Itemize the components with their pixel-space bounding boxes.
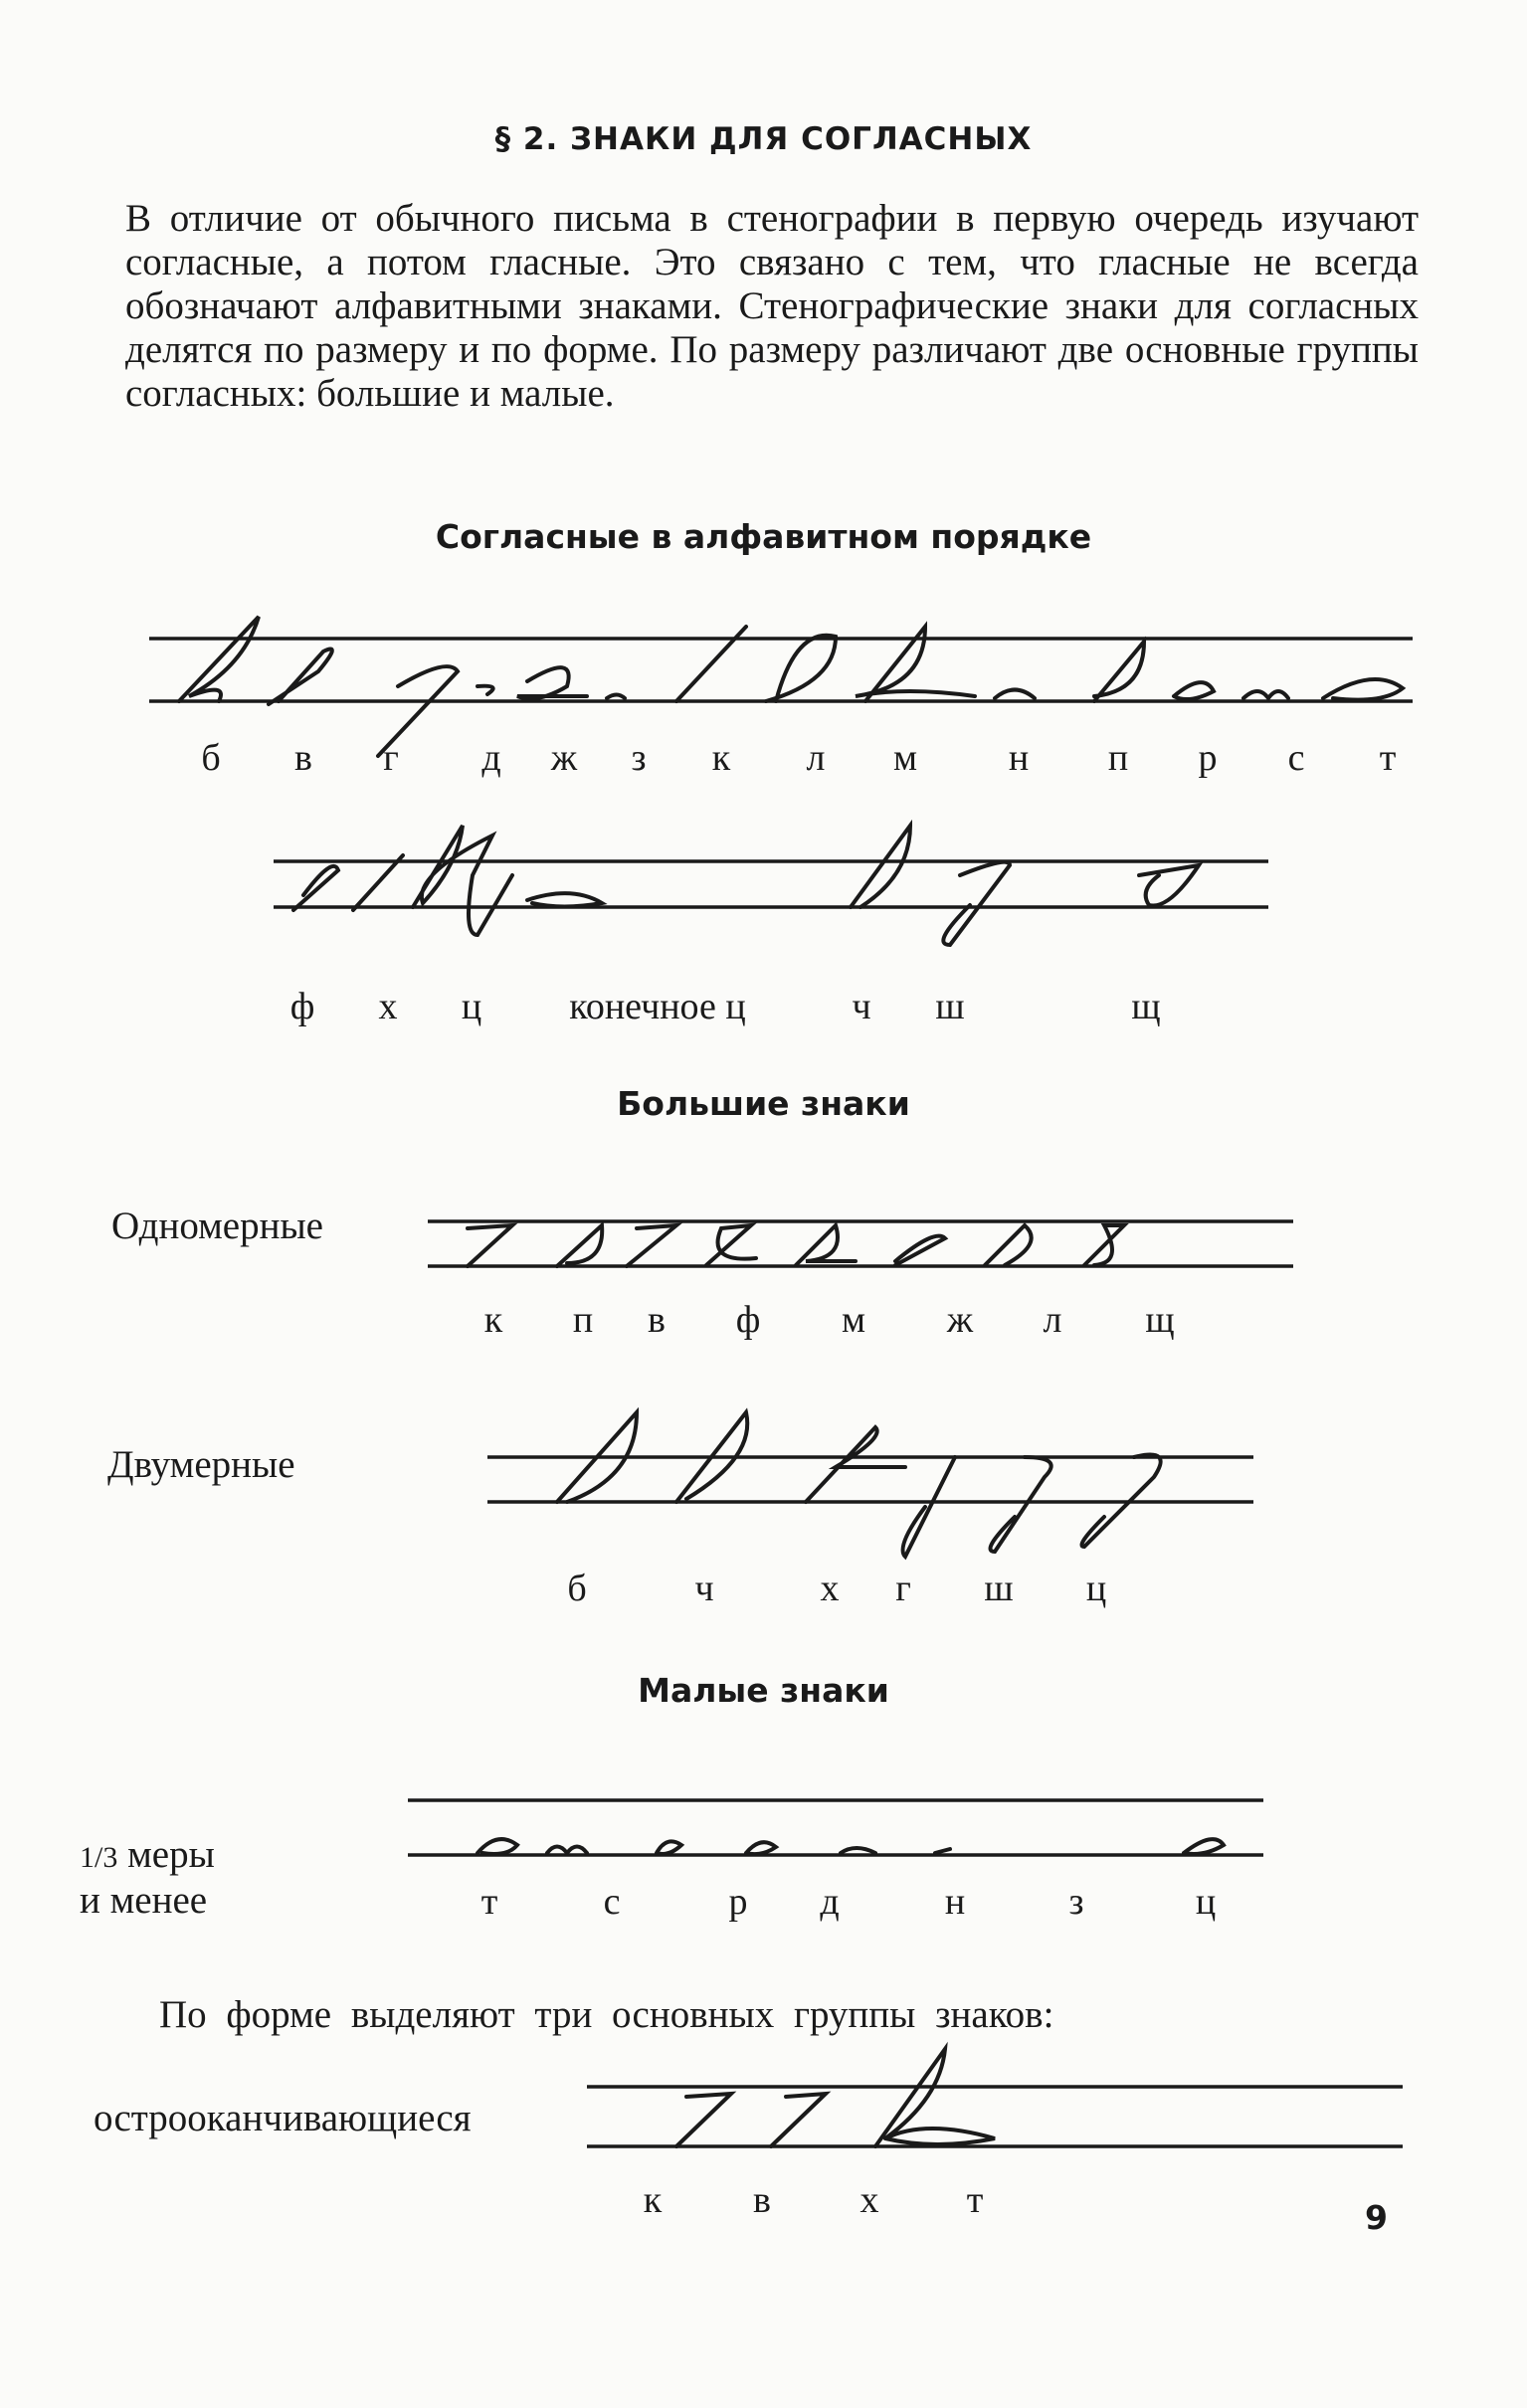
letter: ц (1085, 1568, 1107, 1609)
intro-paragraph: В отличие от обычного письма в стенографии в первую очередь изучают согласные, а потом гласные. Это связано с тем, что гласные не всегда обозначают алфавитными знаками. Стенографические знаки для согласных делятся по размеру и по форме. По размеру различают две основные группы согласных: большие и малые. (125, 197, 1419, 415)
letter: в (648, 1299, 666, 1341)
small-signs-staff (408, 1785, 1263, 1865)
sharp-ending-letters (0, 2178, 1527, 2228)
small-signs-heading: Малые знаки (638, 1671, 889, 1710)
big-signs-heading: Большие знаки (617, 1084, 910, 1123)
one-dim-letters (0, 1298, 1527, 1348)
alphabet-heading: Согласные в алфавитном порядке (435, 517, 1092, 556)
letter: х (378, 986, 398, 1027)
letter: к (483, 1299, 503, 1341)
letter: щ (1131, 986, 1161, 1027)
form-intro: По форме выделяют три основных группы знаков: (159, 1993, 1054, 2036)
letter: щ (1145, 1299, 1175, 1341)
letter: х (820, 1568, 840, 1609)
one-dim-label: Одномерные (111, 1204, 323, 1247)
small-label-line1 (80, 1832, 215, 1877)
letter: л (806, 737, 826, 779)
letter: р (728, 1881, 748, 1923)
letter: х (859, 2179, 879, 2221)
letter: конечное ц (569, 986, 746, 1027)
letter: ф (735, 1299, 761, 1341)
one-dim-staff (428, 1204, 1293, 1273)
letter: ч (852, 986, 871, 1027)
letter: п (1107, 737, 1129, 779)
letter: р (1198, 737, 1218, 779)
letter: ф (289, 986, 315, 1027)
small-label-line2: и менее (80, 1879, 208, 1922)
section-title: § 2. ЗНАКИ ДЛЯ СОГЛАСНЫХ (494, 121, 1033, 157)
small-signs-letters (0, 1880, 1527, 1930)
page-number: 9 (1365, 2198, 1388, 2237)
two-dim-label: Двумерные (107, 1443, 295, 1486)
letter: ш (984, 1568, 1014, 1609)
alphabet-staff-1 (149, 597, 1413, 716)
letter: ч (694, 1568, 714, 1609)
alphabet-row-1-letters (0, 736, 1527, 786)
letter: в (294, 737, 312, 779)
letter: м (841, 1299, 866, 1341)
two-dim-staff (487, 1407, 1253, 1557)
letter: к (711, 737, 731, 779)
small-label-word: меры (127, 1833, 215, 1876)
letter: в (753, 2179, 771, 2221)
letter: с (1287, 737, 1305, 779)
letter: ц (461, 986, 482, 1027)
fraction: 1/3 (80, 1841, 118, 1874)
two-dim-letters (0, 1567, 1527, 1616)
letter: к (643, 2179, 663, 2221)
letter: д (820, 1881, 840, 1923)
letter: б (201, 737, 221, 779)
letter: з (631, 737, 647, 779)
letter: п (572, 1299, 594, 1341)
letter: н (944, 1881, 966, 1923)
letter: н (1008, 737, 1030, 779)
letter: ж (550, 737, 578, 779)
letter: д (481, 737, 501, 779)
letter: т (1379, 737, 1397, 779)
letter: л (1043, 1299, 1062, 1341)
letter: с (603, 1881, 621, 1923)
letter: г (895, 1568, 911, 1609)
letter: ц (1195, 1881, 1217, 1923)
letter: г (383, 737, 399, 779)
letter: з (1068, 1881, 1084, 1923)
letter: б (567, 1568, 587, 1609)
letter: м (892, 737, 918, 779)
letter: ж (946, 1299, 974, 1341)
sharp-ending-label: острооканчивающиеся (94, 2097, 472, 2139)
letter: т (966, 2179, 984, 2221)
alphabet-staff-2 (274, 816, 1268, 955)
alphabet-row-2-letters (0, 985, 1527, 1034)
letter: ш (935, 986, 965, 1027)
letter: т (480, 1881, 498, 1923)
sharp-ending-staff (587, 2039, 1403, 2158)
